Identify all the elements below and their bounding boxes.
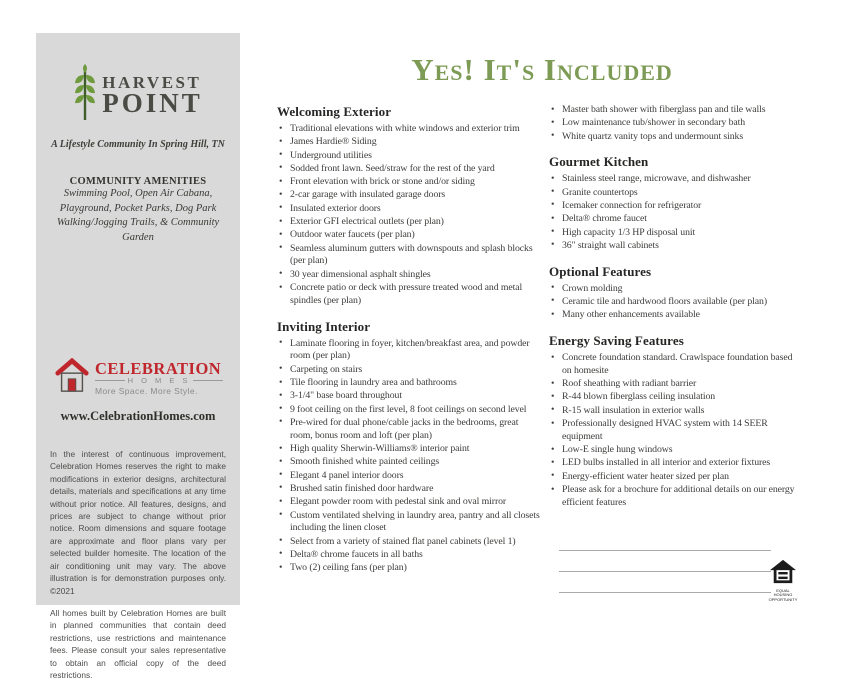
section-heading: Energy Saving Features bbox=[549, 333, 684, 349]
logo-line-harvest: HARVEST bbox=[102, 73, 202, 92]
feature-item: • Stainless steel range, microwave, and dishwasher bbox=[549, 173, 801, 186]
amenities-line: Walking/Jogging Trails, & Community Garden bbox=[56, 217, 220, 244]
feature-item: • Outdoor water faucets (per plan) bbox=[277, 229, 541, 242]
community-tagline: A Lifestyle Community In Spring Hill, TN bbox=[51, 139, 225, 150]
feature-item: • Two (2) ceiling fans (per plan) bbox=[277, 562, 541, 575]
website-url: www.CelebrationHomes.com bbox=[60, 408, 216, 423]
house-icon bbox=[53, 358, 91, 399]
feature-item: • Roof sheathing with radiant barrier bbox=[549, 378, 801, 391]
builder-name: CELEBRATION bbox=[95, 358, 222, 378]
feature-item: • Crown molding bbox=[549, 283, 801, 296]
main-content bbox=[277, 52, 817, 593]
feature-list bbox=[549, 104, 801, 143]
feature-item: • Traditional elevations with white windows and exterior trim bbox=[277, 123, 541, 136]
feature-item: • Master bath shower with fiberglass pan and tile walls bbox=[549, 104, 801, 117]
feature-item: • LED bulbs installed in all interior and exterior fixtures bbox=[549, 457, 801, 470]
feature-list bbox=[277, 123, 541, 308]
section-heading: Inviting Interior bbox=[277, 318, 371, 334]
feature-item: • Delta® chrome faucet bbox=[549, 213, 801, 226]
feature-item: • White quartz vanity tops and undermount sinks bbox=[549, 131, 801, 144]
logo-line-point: POINT bbox=[102, 88, 203, 118]
feature-item: • High quality Sherwin-Williams® interior paint bbox=[277, 443, 541, 456]
feature-item: • Brushed satin finished door hardware bbox=[277, 483, 541, 496]
feature-item: • Underground utilities bbox=[277, 150, 541, 163]
feature-list bbox=[549, 283, 801, 322]
feature-item: • Low maintenance tub/shower in secondary bath bbox=[549, 117, 801, 130]
feature-item: • Concrete foundation standard. Crawlspace foundation based on homesite bbox=[549, 352, 801, 378]
feature-item: • Seamless aluminum gutters with downspouts and splash blocks (per plan) bbox=[277, 243, 541, 269]
feature-item: • Pre-wired for dual phone/cable jacks in the bedrooms, great room, bonus room and loft (per plan) bbox=[277, 417, 541, 443]
harvest-point-wordmark bbox=[102, 73, 203, 118]
feature-item: • Delta® chrome faucets in all baths bbox=[277, 549, 541, 562]
signature-block bbox=[559, 530, 771, 593]
feature-item: • Insulated exterior doors bbox=[277, 203, 541, 216]
equal-housing-label-line: EQUAL HOUSING bbox=[773, 587, 793, 597]
feature-item: • Exterior GFI electrical outlets (per plan) bbox=[277, 216, 541, 229]
harvest-point-logo bbox=[50, 63, 226, 126]
feature-list bbox=[549, 352, 801, 510]
feature-section bbox=[549, 104, 801, 143]
amenities-line: Swimming Pool, Open Air Cabana, bbox=[63, 188, 213, 199]
feature-item: • Low-E single hung windows bbox=[549, 444, 801, 457]
feature-item: • Icemaker connection for refrigerator bbox=[549, 200, 801, 213]
feature-item: • 2-car garage with insulated garage doors bbox=[277, 189, 541, 202]
amenities-title: COMMUNITY AMENITIES bbox=[69, 176, 207, 187]
sidebar-panel bbox=[36, 33, 240, 681]
feature-list bbox=[277, 338, 541, 575]
feature-column-right bbox=[549, 104, 801, 593]
amenities-line: Playground, Pocket Parks, Dog Park bbox=[59, 202, 217, 214]
feature-section bbox=[277, 104, 541, 308]
feature-item: • James Hardie® Siding bbox=[277, 136, 541, 149]
signature-line bbox=[559, 572, 771, 593]
signature-line bbox=[559, 551, 771, 572]
feature-item: • Granite countertops bbox=[549, 187, 801, 200]
feature-list bbox=[549, 173, 801, 252]
wheat-icon bbox=[73, 63, 97, 126]
builder-sub-label: H O M E S bbox=[127, 375, 191, 385]
feature-item: • Professionally designed HVAC system with 14 SEER equipment bbox=[549, 418, 801, 444]
feature-section bbox=[549, 154, 801, 252]
celebration-homes-logo bbox=[50, 358, 226, 399]
feature-item: • Front elevation with brick or stone and/or siding bbox=[277, 176, 541, 189]
feature-item: • 3-1/4" base board throughout bbox=[277, 390, 541, 403]
feature-item: • Tile flooring in laundry area and bathrooms bbox=[277, 377, 541, 390]
disclaimer-paragraph: All homes built by Celebration Homes are built in planned communities that contain deed restrictions, use restrictions and maintenance fees. Please consult your sales representative to obtain an official copy of the deed restrictions. bbox=[50, 608, 226, 681]
section-heading: Gourmet Kitchen bbox=[549, 154, 649, 170]
equal-housing-house-icon bbox=[769, 559, 797, 585]
celebration-wordmark bbox=[95, 358, 223, 396]
page-title: Yes! It's Included bbox=[411, 52, 673, 87]
equal-housing-label-line: OPPORTUNITY bbox=[768, 596, 798, 602]
signature-line bbox=[559, 530, 771, 551]
feature-item: • Sodded front lawn. Seed/straw for the rest of the yard bbox=[277, 163, 541, 176]
disclaimer-text bbox=[50, 448, 226, 682]
disclaimer-paragraph: In the interest of continuous improvement, Celebration Homes reserves the right to make modifications in exterior designs, architectural details, materials and specifications at any time without prior notice. All features, designs, and prices are subject to change without prior notice. Room dimensions and square footage are approximate and floor plans vary per selected builder homesite. The location of the air conditioning unit may vary. The above illustration is for demonstration purposes only. ©2021 bbox=[50, 448, 226, 596]
feature-section bbox=[277, 319, 541, 575]
feature-columns bbox=[277, 104, 817, 593]
feature-item: • High capacity 1/3 HP disposal unit bbox=[549, 227, 801, 240]
feature-item: • Elegant powder room with pedestal sink and oval mirror bbox=[277, 496, 541, 509]
feature-column-left bbox=[277, 104, 541, 593]
feature-item: • Smooth finished white painted ceilings bbox=[277, 456, 541, 469]
feature-item: • Custom ventilated shelving in laundry area, pantry and all closets including the linen closet bbox=[277, 510, 541, 536]
feature-item: • 9 foot ceiling on the first level, 8 foot ceilings on second level bbox=[277, 404, 541, 417]
feature-item: • Concrete patio or deck with pressure treated wood and metal spindles (per plan) bbox=[277, 282, 541, 308]
section-heading: Optional Features bbox=[549, 263, 652, 279]
feature-item: • 30 year dimensional asphalt shingles bbox=[277, 269, 541, 282]
feature-item: • Elegant 4 panel interior doors bbox=[277, 470, 541, 483]
feature-item: • 36" straight wall cabinets bbox=[549, 240, 801, 253]
feature-item: • R-44 blown fiberglass ceiling insulation bbox=[549, 391, 801, 404]
feature-item: • Many other enhancements available bbox=[549, 309, 801, 322]
feature-item: • R-15 wall insulation in exterior walls bbox=[549, 405, 801, 418]
feature-item: • Ceramic tile and hardwood floors available (per plan) bbox=[549, 296, 801, 309]
feature-item: • Select from a variety of stained flat panel cabinets (level 1) bbox=[277, 536, 541, 549]
feature-item: • Laminate flooring in foyer, kitchen/breakfast area, and powder room (per plan) bbox=[277, 338, 541, 364]
builder-tagline: More Space. More Style. bbox=[95, 385, 198, 396]
section-heading: Welcoming Exterior bbox=[277, 104, 392, 119]
equal-housing-label bbox=[768, 589, 798, 603]
feature-section bbox=[549, 333, 801, 510]
feature-item: • Carpeting on stairs bbox=[277, 364, 541, 377]
equal-housing-logo bbox=[768, 559, 798, 603]
feature-item: • Energy-efficient water heater sized per plan bbox=[549, 471, 801, 484]
community-amenities bbox=[50, 176, 226, 246]
feature-item: • Please ask for a brochure for additional details on our energy efficient features bbox=[549, 484, 801, 510]
feature-section bbox=[549, 264, 801, 322]
